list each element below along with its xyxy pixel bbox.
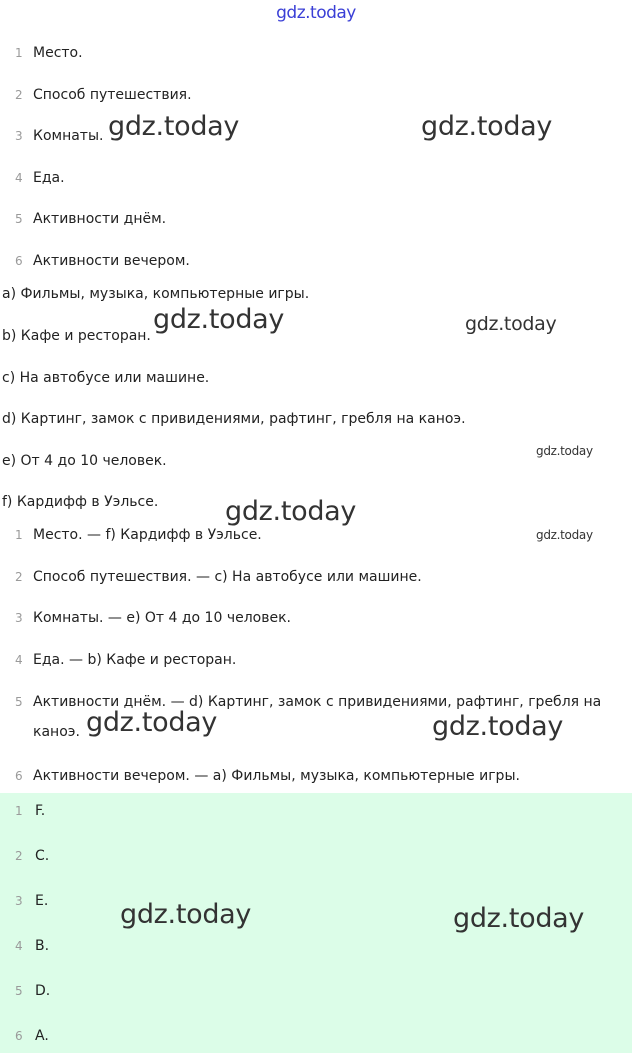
item-number: 2 bbox=[15, 88, 23, 102]
item-text: Способ путешествия. — c) На автобусе или машине. bbox=[33, 569, 422, 585]
item-number: 5 bbox=[15, 695, 23, 709]
brand-logo[interactable]: gdz.today bbox=[276, 3, 356, 23]
item-number: 4 bbox=[15, 653, 23, 667]
item-number: 4 bbox=[15, 939, 23, 953]
item-text: F. bbox=[35, 803, 46, 819]
option-item: e) От 4 до 10 человек. bbox=[2, 453, 167, 469]
item-text: Комнаты. bbox=[33, 128, 104, 144]
watermark: gdz.today bbox=[153, 304, 285, 335]
item-text: Место. — f) Кардифф в Уэльсе. bbox=[33, 527, 262, 543]
option-item: c) На автобусе или машине. bbox=[2, 370, 210, 386]
item-text: Активности вечером. — a) Фильмы, музыка, компьютерные игры. bbox=[33, 768, 520, 784]
item-number: 3 bbox=[15, 611, 23, 625]
watermark: gdz.today bbox=[432, 711, 564, 742]
item-text: Способ путешествия. bbox=[33, 87, 192, 103]
item-number: 1 bbox=[15, 46, 23, 60]
item-number: 2 bbox=[15, 849, 23, 863]
option-item: f) Кардифф в Уэльсе. bbox=[2, 494, 159, 510]
item-text: Еда. — b) Кафе и ресторан. bbox=[33, 652, 237, 668]
item-number: 3 bbox=[15, 894, 23, 908]
item-number: 6 bbox=[15, 769, 23, 783]
item-text: D. bbox=[35, 983, 51, 999]
watermark: gdz.today bbox=[465, 313, 557, 335]
option-item: d) Картинг, замок с привидениями, рафтинг, гребля на каноэ. bbox=[2, 411, 466, 427]
item-text: E. bbox=[35, 893, 49, 909]
watermark: gdz.today bbox=[536, 528, 593, 542]
item-text: B. bbox=[35, 938, 50, 954]
item-text: Активности днём. bbox=[33, 211, 167, 227]
item-text: Активности вечером. bbox=[33, 253, 190, 269]
watermark: gdz.today bbox=[536, 444, 593, 458]
item-number: 1 bbox=[15, 804, 23, 818]
watermark: gdz.today bbox=[86, 707, 218, 738]
item-number: 1 bbox=[15, 528, 23, 542]
item-number: 5 bbox=[15, 984, 23, 998]
item-text: Еда. bbox=[33, 170, 65, 186]
watermark: gdz.today bbox=[453, 903, 585, 934]
option-item: a) Фильмы, музыка, компьютерные игры. bbox=[2, 286, 310, 302]
item-number: 6 bbox=[15, 254, 23, 268]
item-text: Активности днём. — d) Картинг, замок с привидениями, рафтинг, гребля на каноэ. bbox=[33, 694, 602, 740]
item-number: 2 bbox=[15, 570, 23, 584]
option-item: b) Кафе и ресторан. bbox=[2, 328, 151, 344]
item-text: C. bbox=[35, 848, 50, 864]
item-text: A. bbox=[35, 1028, 49, 1044]
item-number: 3 bbox=[15, 129, 23, 143]
item-text: Комнаты. — e) От 4 до 10 человек. bbox=[33, 610, 291, 626]
item-number: 5 bbox=[15, 212, 23, 226]
item-number: 4 bbox=[15, 171, 23, 185]
watermark: gdz.today bbox=[225, 496, 357, 527]
watermark: gdz.today bbox=[108, 111, 240, 142]
item-number: 6 bbox=[15, 1029, 23, 1043]
item-text: Место. bbox=[33, 45, 83, 61]
watermark: gdz.today bbox=[421, 111, 553, 142]
watermark: gdz.today bbox=[120, 899, 252, 930]
